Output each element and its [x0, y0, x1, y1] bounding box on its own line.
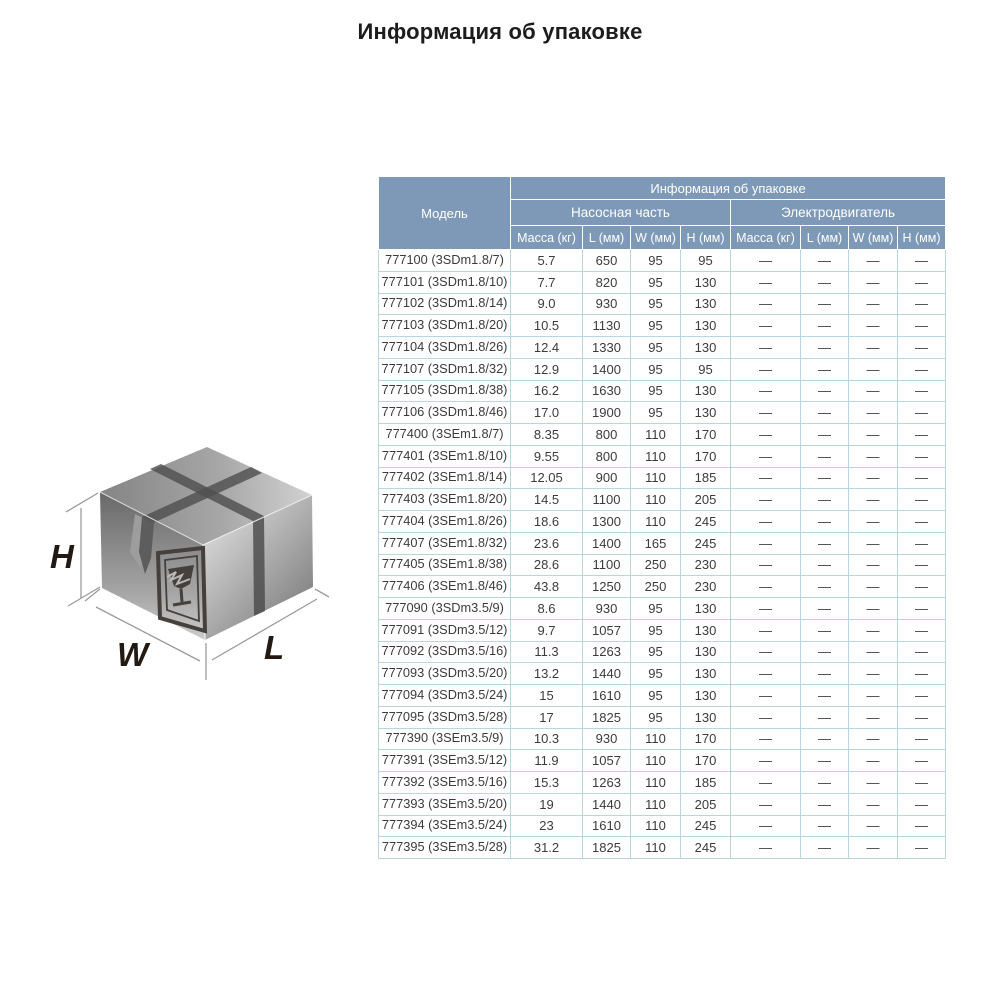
value-cell: 12.4	[511, 337, 583, 359]
value-cell: 1300	[583, 511, 631, 533]
value-cell: 110	[631, 837, 681, 859]
value-cell: —	[898, 576, 946, 598]
value-cell: —	[898, 750, 946, 772]
value-cell: —	[731, 532, 801, 554]
model-cell: 777402 (3SEm1.8/14)	[379, 467, 511, 489]
value-cell: 1263	[583, 772, 631, 794]
dimension-h-label: H	[50, 538, 74, 575]
value-cell: —	[801, 750, 849, 772]
value-cell: —	[801, 706, 849, 728]
value-cell: 110	[631, 815, 681, 837]
table-row	[379, 293, 946, 315]
package-box-illustration	[40, 430, 340, 690]
value-cell: 95	[631, 380, 681, 402]
value-cell: —	[898, 837, 946, 859]
table-row	[379, 793, 946, 815]
model-cell: 777403 (3SEm1.8/20)	[379, 489, 511, 511]
value-cell: —	[731, 793, 801, 815]
model-cell: 777406 (3SEm1.8/46)	[379, 576, 511, 598]
value-cell: 130	[681, 598, 731, 620]
value-cell: 130	[681, 315, 731, 337]
value-cell: —	[731, 663, 801, 685]
value-cell: —	[849, 706, 898, 728]
table-row	[379, 250, 946, 272]
value-cell: —	[849, 554, 898, 576]
model-cell: 777400 (3SEm1.8/7)	[379, 424, 511, 446]
value-cell: 130	[681, 685, 731, 707]
table-row	[379, 576, 946, 598]
value-cell: —	[731, 685, 801, 707]
value-cell: 95	[631, 271, 681, 293]
value-cell: 1400	[583, 358, 631, 380]
value-cell: —	[801, 489, 849, 511]
value-cell: —	[849, 728, 898, 750]
value-cell: 95	[681, 358, 731, 380]
value-cell: 1440	[583, 663, 631, 685]
model-cell: 777105 (3SDm1.8/38)	[379, 380, 511, 402]
value-cell: 130	[681, 641, 731, 663]
value-cell: 230	[681, 576, 731, 598]
value-cell: —	[849, 598, 898, 620]
value-cell: —	[731, 315, 801, 337]
value-cell: —	[849, 489, 898, 511]
model-cell: 777391 (3SEm3.5/12)	[379, 750, 511, 772]
value-cell: 95	[631, 337, 681, 359]
value-cell: 110	[631, 750, 681, 772]
value-cell: 95	[631, 706, 681, 728]
value-cell: —	[849, 532, 898, 554]
value-cell: 205	[681, 793, 731, 815]
value-cell: —	[731, 424, 801, 446]
value-cell: 930	[583, 293, 631, 315]
value-cell: 11.9	[511, 750, 583, 772]
value-cell: 1057	[583, 750, 631, 772]
model-cell: 777103 (3SDm1.8/20)	[379, 315, 511, 337]
value-cell: 110	[631, 772, 681, 794]
col-header-model: Модель	[379, 177, 511, 250]
table-row	[379, 445, 946, 467]
value-cell: 15.3	[511, 772, 583, 794]
value-cell: 11.3	[511, 641, 583, 663]
value-cell: —	[801, 532, 849, 554]
value-cell: 9.0	[511, 293, 583, 315]
table-row	[379, 271, 946, 293]
table-row	[379, 380, 946, 402]
value-cell: —	[898, 793, 946, 815]
value-cell: —	[898, 619, 946, 641]
value-cell: —	[801, 250, 849, 272]
value-cell: —	[731, 511, 801, 533]
col-header-pump-h: Н (мм)	[681, 226, 731, 250]
value-cell: 205	[681, 489, 731, 511]
value-cell: —	[801, 315, 849, 337]
header-motor-group: Электродвигатель	[731, 200, 946, 226]
value-cell: —	[801, 685, 849, 707]
strap-band	[253, 516, 265, 616]
model-cell: 777093 (3SDm3.5/20)	[379, 663, 511, 685]
value-cell: 1130	[583, 315, 631, 337]
value-cell: —	[898, 641, 946, 663]
col-header-pump-w: W (мм)	[631, 226, 681, 250]
value-cell: —	[801, 293, 849, 315]
header-packaging-info: Информация об упаковке	[511, 177, 946, 200]
value-cell: —	[731, 837, 801, 859]
value-cell: —	[849, 750, 898, 772]
table-row	[379, 815, 946, 837]
value-cell: 95	[631, 402, 681, 424]
value-cell: —	[898, 337, 946, 359]
value-cell: —	[898, 706, 946, 728]
value-cell: —	[731, 337, 801, 359]
model-cell: 777392 (3SEm3.5/16)	[379, 772, 511, 794]
value-cell: 130	[681, 706, 731, 728]
value-cell: —	[849, 358, 898, 380]
value-cell: —	[898, 424, 946, 446]
value-cell: —	[801, 445, 849, 467]
value-cell: —	[801, 663, 849, 685]
value-cell: 13.2	[511, 663, 583, 685]
value-cell: —	[731, 467, 801, 489]
col-header-motor-l: L (мм)	[801, 226, 849, 250]
value-cell: —	[801, 793, 849, 815]
value-cell: —	[849, 467, 898, 489]
value-cell: 9.7	[511, 619, 583, 641]
value-cell: —	[731, 641, 801, 663]
value-cell: —	[849, 772, 898, 794]
value-cell: —	[801, 598, 849, 620]
model-cell: 777405 (3SEm1.8/38)	[379, 554, 511, 576]
value-cell: 245	[681, 532, 731, 554]
value-cell: —	[731, 728, 801, 750]
value-cell: 8.6	[511, 598, 583, 620]
value-cell: —	[731, 576, 801, 598]
value-cell: —	[898, 598, 946, 620]
table-row	[379, 402, 946, 424]
value-cell: 800	[583, 445, 631, 467]
value-cell: 23	[511, 815, 583, 837]
value-cell: 170	[681, 728, 731, 750]
value-cell: 95	[681, 250, 731, 272]
value-cell: —	[849, 250, 898, 272]
value-cell: —	[801, 424, 849, 446]
value-cell: —	[731, 750, 801, 772]
value-cell: 900	[583, 467, 631, 489]
value-cell: 1400	[583, 532, 631, 554]
model-cell: 777401 (3SEm1.8/10)	[379, 445, 511, 467]
value-cell: 7.7	[511, 271, 583, 293]
value-cell: 95	[631, 663, 681, 685]
value-cell: —	[849, 837, 898, 859]
value-cell: —	[731, 772, 801, 794]
table-row	[379, 424, 946, 446]
value-cell: —	[849, 271, 898, 293]
value-cell: 95	[631, 598, 681, 620]
value-cell: —	[731, 402, 801, 424]
model-cell: 777092 (3SDm3.5/16)	[379, 641, 511, 663]
value-cell: 1330	[583, 337, 631, 359]
model-cell: 777091 (3SDm3.5/12)	[379, 619, 511, 641]
table-row	[379, 750, 946, 772]
value-cell: —	[801, 815, 849, 837]
value-cell: 185	[681, 772, 731, 794]
value-cell: —	[898, 445, 946, 467]
value-cell: 12.9	[511, 358, 583, 380]
value-cell: —	[801, 511, 849, 533]
value-cell: 110	[631, 424, 681, 446]
value-cell: —	[731, 358, 801, 380]
value-cell: —	[801, 728, 849, 750]
value-cell: 800	[583, 424, 631, 446]
value-cell: —	[801, 358, 849, 380]
value-cell: 12.05	[511, 467, 583, 489]
value-cell: —	[898, 815, 946, 837]
value-cell: 165	[631, 532, 681, 554]
value-cell: 1057	[583, 619, 631, 641]
table-row	[379, 619, 946, 641]
value-cell: —	[898, 663, 946, 685]
value-cell: —	[849, 619, 898, 641]
value-cell: 5.7	[511, 250, 583, 272]
model-cell: 777107 (3SDm1.8/32)	[379, 358, 511, 380]
table-row	[379, 489, 946, 511]
value-cell: 15	[511, 685, 583, 707]
value-cell: 230	[681, 554, 731, 576]
value-cell: 245	[681, 815, 731, 837]
value-cell: —	[731, 815, 801, 837]
value-cell: 17.0	[511, 402, 583, 424]
value-cell: 1630	[583, 380, 631, 402]
value-cell: 14.5	[511, 489, 583, 511]
value-cell: 250	[631, 576, 681, 598]
value-cell: —	[898, 489, 946, 511]
value-cell: 1825	[583, 706, 631, 728]
value-cell: —	[801, 402, 849, 424]
col-header-motor-mass: Масса (кг)	[731, 226, 801, 250]
value-cell: —	[731, 445, 801, 467]
value-cell: —	[849, 424, 898, 446]
model-cell: 777095 (3SDm3.5/28)	[379, 706, 511, 728]
value-cell: 130	[681, 663, 731, 685]
value-cell: —	[849, 337, 898, 359]
value-cell: —	[801, 619, 849, 641]
model-cell: 777390 (3SEm3.5/9)	[379, 728, 511, 750]
model-cell: 777393 (3SEm3.5/20)	[379, 793, 511, 815]
value-cell: 930	[583, 728, 631, 750]
model-cell: 777106 (3SDm1.8/46)	[379, 402, 511, 424]
value-cell: —	[801, 467, 849, 489]
value-cell: 170	[681, 445, 731, 467]
table-row	[379, 358, 946, 380]
value-cell: 1610	[583, 815, 631, 837]
value-cell: —	[801, 576, 849, 598]
table-row	[379, 337, 946, 359]
value-cell: 9.55	[511, 445, 583, 467]
value-cell: 245	[681, 837, 731, 859]
value-cell: —	[849, 685, 898, 707]
dimension-l-label: L	[264, 629, 285, 666]
value-cell: —	[898, 293, 946, 315]
col-header-pump-l: L (мм)	[583, 226, 631, 250]
value-cell: —	[731, 293, 801, 315]
value-cell: —	[898, 402, 946, 424]
value-cell: —	[849, 380, 898, 402]
value-cell: —	[731, 250, 801, 272]
value-cell: 130	[681, 293, 731, 315]
value-cell: 170	[681, 424, 731, 446]
packaging-table	[378, 176, 946, 859]
value-cell: —	[731, 489, 801, 511]
table-row	[379, 598, 946, 620]
value-cell: —	[898, 728, 946, 750]
col-header-motor-w: W (мм)	[849, 226, 898, 250]
value-cell: —	[849, 815, 898, 837]
table-row	[379, 532, 946, 554]
col-header-motor-h: Н (мм)	[898, 226, 946, 250]
value-cell: 95	[631, 293, 681, 315]
value-cell: —	[898, 511, 946, 533]
value-cell: 18.6	[511, 511, 583, 533]
table-row	[379, 663, 946, 685]
value-cell: —	[801, 380, 849, 402]
value-cell: —	[801, 337, 849, 359]
value-cell: 10.5	[511, 315, 583, 337]
value-cell: —	[898, 315, 946, 337]
value-cell: —	[731, 271, 801, 293]
value-cell: —	[898, 250, 946, 272]
value-cell: 110	[631, 511, 681, 533]
model-cell: 777394 (3SEm3.5/24)	[379, 815, 511, 837]
table-row	[379, 554, 946, 576]
value-cell: 110	[631, 467, 681, 489]
value-cell: 930	[583, 598, 631, 620]
value-cell: 245	[681, 511, 731, 533]
value-cell: —	[731, 619, 801, 641]
table-row	[379, 706, 946, 728]
value-cell: 130	[681, 271, 731, 293]
value-cell: —	[898, 554, 946, 576]
value-cell: 130	[681, 619, 731, 641]
value-cell: 110	[631, 793, 681, 815]
value-cell: —	[849, 293, 898, 315]
table-row	[379, 315, 946, 337]
value-cell: 1440	[583, 793, 631, 815]
model-cell: 777102 (3SDm1.8/14)	[379, 293, 511, 315]
value-cell: 1100	[583, 554, 631, 576]
value-cell: 10.3	[511, 728, 583, 750]
value-cell: 130	[681, 337, 731, 359]
value-cell: 17	[511, 706, 583, 728]
value-cell: 31.2	[511, 837, 583, 859]
value-cell: —	[898, 358, 946, 380]
value-cell: 95	[631, 619, 681, 641]
value-cell: —	[849, 511, 898, 533]
value-cell: 23.6	[511, 532, 583, 554]
model-cell: 777407 (3SEm1.8/32)	[379, 532, 511, 554]
table-row	[379, 685, 946, 707]
value-cell: 130	[681, 402, 731, 424]
value-cell: 16.2	[511, 380, 583, 402]
value-cell: 1825	[583, 837, 631, 859]
value-cell: —	[849, 445, 898, 467]
value-cell: 185	[681, 467, 731, 489]
value-cell: —	[731, 554, 801, 576]
value-cell: —	[849, 402, 898, 424]
value-cell: —	[801, 772, 849, 794]
value-cell: 95	[631, 641, 681, 663]
model-cell: 777395 (3SEm3.5/28)	[379, 837, 511, 859]
value-cell: 1100	[583, 489, 631, 511]
value-cell: —	[849, 315, 898, 337]
value-cell: 95	[631, 685, 681, 707]
value-cell: —	[801, 271, 849, 293]
value-cell: 650	[583, 250, 631, 272]
header-pump-group: Насосная часть	[511, 200, 731, 226]
dimension-w-label: W	[117, 636, 149, 673]
page-title: Информация об упаковке	[357, 19, 643, 44]
value-cell: —	[731, 598, 801, 620]
value-cell: —	[849, 576, 898, 598]
value-cell: —	[849, 641, 898, 663]
value-cell: 110	[631, 489, 681, 511]
value-cell: 8.35	[511, 424, 583, 446]
model-cell: 777101 (3SDm1.8/10)	[379, 271, 511, 293]
model-cell: 777104 (3SDm1.8/26)	[379, 337, 511, 359]
model-cell: 777404 (3SEm1.8/26)	[379, 511, 511, 533]
value-cell: 820	[583, 271, 631, 293]
table-row	[379, 511, 946, 533]
value-cell: —	[731, 380, 801, 402]
value-cell: 250	[631, 554, 681, 576]
value-cell: 1610	[583, 685, 631, 707]
value-cell: 43.8	[511, 576, 583, 598]
table-row	[379, 837, 946, 859]
value-cell: 95	[631, 358, 681, 380]
value-cell: —	[801, 837, 849, 859]
value-cell: 130	[681, 380, 731, 402]
value-cell: 1263	[583, 641, 631, 663]
value-cell: —	[898, 467, 946, 489]
value-cell: 170	[681, 750, 731, 772]
value-cell: 1900	[583, 402, 631, 424]
value-cell: 28.6	[511, 554, 583, 576]
value-cell: —	[801, 641, 849, 663]
value-cell: 95	[631, 315, 681, 337]
table-row	[379, 641, 946, 663]
value-cell: —	[898, 685, 946, 707]
value-cell: —	[898, 532, 946, 554]
value-cell: 95	[631, 250, 681, 272]
value-cell: 1250	[583, 576, 631, 598]
model-cell: 777100 (3SDm1.8/7)	[379, 250, 511, 272]
value-cell: —	[849, 663, 898, 685]
table-row	[379, 772, 946, 794]
model-cell: 777094 (3SDm3.5/24)	[379, 685, 511, 707]
model-cell: 777090 (3SDm3.5/9)	[379, 598, 511, 620]
value-cell: 110	[631, 728, 681, 750]
value-cell: —	[898, 772, 946, 794]
table-row	[379, 467, 946, 489]
table-row	[379, 728, 946, 750]
value-cell: 19	[511, 793, 583, 815]
col-header-pump-mass: Масса (кг)	[511, 226, 583, 250]
value-cell: —	[898, 271, 946, 293]
value-cell: 110	[631, 445, 681, 467]
value-cell: —	[849, 793, 898, 815]
value-cell: —	[731, 706, 801, 728]
value-cell: —	[898, 380, 946, 402]
value-cell: —	[801, 554, 849, 576]
